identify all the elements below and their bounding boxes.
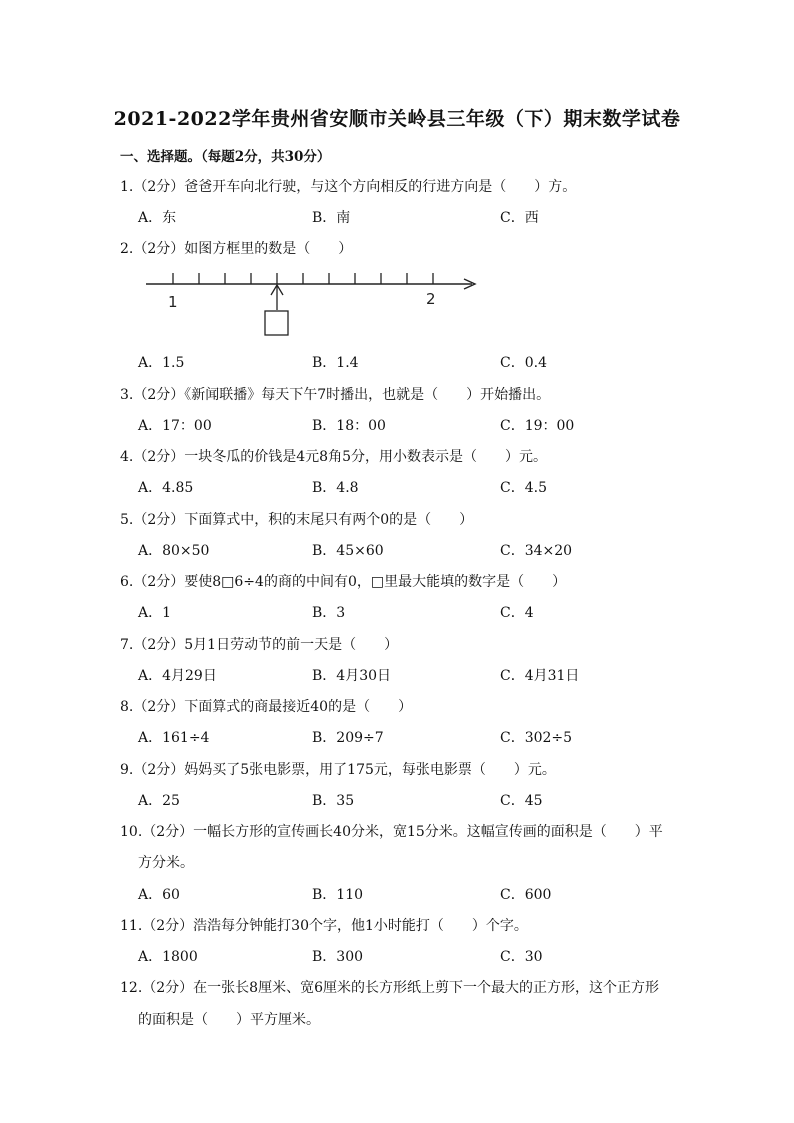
q3-option-b: B．18：00 [312,418,386,434]
q3-option-a: A．17：00 [138,418,212,434]
q9-option-a: A．25 [138,793,180,809]
q7-option-a: A．4月29日 [138,668,217,684]
question-6: 6.（2分）要使8□6÷4的商的中间有0，□里最大能填的数字是（ ） [120,574,567,590]
question-2: 2.（2分）如图方框里的数是（ ） [120,241,353,257]
q6-option-c: C．4 [500,605,534,621]
q4-option-a: A．4.85 [138,480,194,496]
number-line-figure [140,262,485,342]
number-line-label-right: 2 [426,290,436,308]
q4-option-b: B．4.8 [312,480,359,496]
q4-option-c: C．4.5 [500,480,547,496]
q6-option-a: A．1 [138,605,172,621]
q5-option-a: A．80×50 [138,543,210,559]
q11-option-a: A．1800 [138,949,198,965]
q2-option-b: B．1.4 [312,355,359,371]
q11-option-b: B．300 [312,949,364,965]
number-line-label-left: 1 [168,293,178,311]
q9-option-b: B．35 [312,793,355,809]
q11-option-c: C．30 [500,949,543,965]
question-3: 3.（2分）《新闻联播》每天下午7时播出，也就是（ ）开始播出。 [120,387,551,403]
question-10-continuation: 方分米。 [138,855,194,871]
q3-option-c: C．19：00 [500,418,575,434]
q8-option-c: C．302÷5 [500,730,573,746]
question-10: 10.（2分）一幅长方形的宣传画长40分米，宽15分米。这幅宣传画的面积是（ ）平 [120,824,663,840]
number-line-ticks [173,273,433,284]
page-title: 2021-2022学年贵州省安顺市关岭县三年级（下）期末数学试卷 [113,108,681,130]
answer-box [265,311,288,335]
q1-option-a: A．东 [138,210,177,226]
question-7: 7.（2分）5月1日劳动节的前一天是（ ） [120,637,399,653]
q10-option-a: A．60 [138,887,180,903]
q8-option-b: B．209÷7 [312,730,384,746]
q2-option-a: A．1.5 [138,355,185,371]
q2-option-c: C．0.4 [500,355,547,371]
question-11: 11.（2分）浩浩每分钟能打30个字，他1小时能打（ ）个字。 [120,918,528,934]
q7-option-b: B．4月30日 [312,668,392,684]
q6-option-b: B．3 [312,605,346,621]
q9-option-c: C．45 [500,793,543,809]
question-1: 1.（2分）爸爸开车向北行驶，与这个方向相反的行进方向是（ ）方。 [120,179,577,195]
q7-option-c: C．4月31日 [500,668,580,684]
q10-option-c: C．600 [500,887,552,903]
q10-option-b: B．110 [312,887,364,903]
question-12-continuation: 的面积是（ ）平方厘米。 [138,1012,320,1028]
question-12: 12.（2分）在一张长8厘米、宽6厘米的长方形纸上剪下一个最大的正方形，这个正方形 [120,980,659,996]
q5-option-b: B．45×60 [312,543,384,559]
section-heading: 一、选择题。（每题2分，共30分） [120,149,331,165]
q5-option-c: C．34×20 [500,543,573,559]
question-5: 5.（2分）下面算式中，积的末尾只有两个0的是（ ） [120,512,474,528]
question-8: 8.（2分）下面算式的商最接近40的是（ ） [120,699,413,715]
q8-option-a: A．161÷4 [138,730,210,746]
q1-option-c: C．西 [500,210,539,226]
question-9: 9.（2分）妈妈买了5张电影票，用了175元，每张电影票（ ）元。 [120,762,556,778]
q1-option-b: B．南 [312,210,351,226]
question-4: 4.（2分）一块冬瓜的价钱是4元8角5分，用小数表示是（ ）元。 [120,449,547,465]
